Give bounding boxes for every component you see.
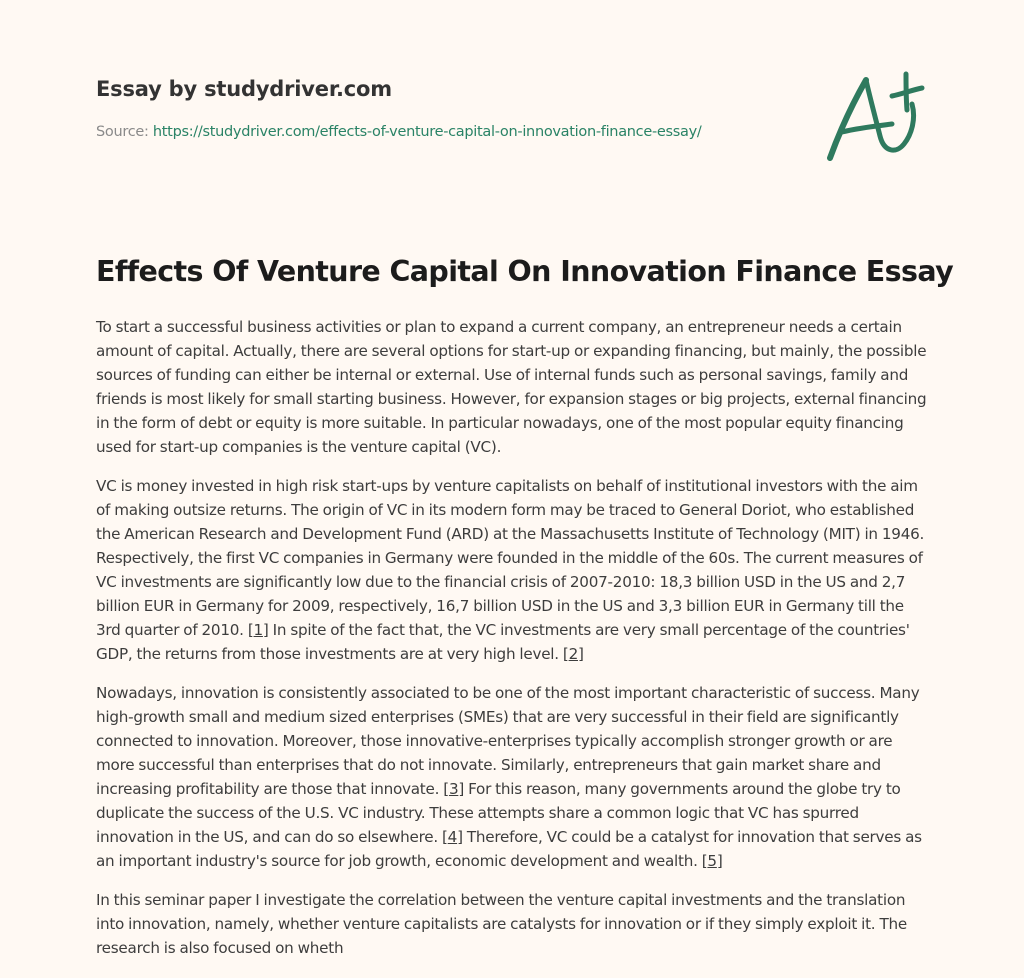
- essay-title: Effects Of Venture Capital On Innovation Finance Essay: [96, 255, 954, 288]
- paragraph-text: VC is money invested in high risk start-ups by venture capitalists on behalf of institutional investors with the aim of making outsize returns. The origin of VC in its modern form may be traced to General Doriot, who established the American Research and Development Fund (ARD) at the Massachusetts Institute of Technology (MIT) in 1946. Respectively, the first VC companies in Germany were founded in the middle of the 60s. The current measures of VC investments are significantly low due to the financial crisis of 2007-2010: 18,3 billion USD in the US and 2,7 billion EUR in Germany for 2009, respectively, 16,7 billion USD in the US and 3,3 billion EUR in Germany till the 3rd quarter of 2010. [: [96, 477, 925, 639]
- citation-link-4[interactable]: 4: [447, 828, 458, 846]
- paragraph-text: To start a successful business activities or plan to expand a current company, an entrepreneur needs a certain amount of capital. Actually, there are several options for start-up or expanding financing, but mainly, the possible sources of funding can either be internal or external. Use of internal funds such as personal savings, family and friends is most likely for small starting business. However, for expansion stages or big projects, external financing in the form of debt or equity is more suitable. In particular nowadays, one of the most popular equity financing used for start-up companies is the venture capital (VC).: [96, 318, 927, 456]
- a-plus-grade-icon: [820, 68, 932, 168]
- paragraph-text: Nowadays, innovation is consistently associated to be one of the most important characteristic of success. Many high-growth small and medium sized enterprises (SMEs) that are very successful in their field are significantly connected to innovation. Moreover, those innovative-enterprises typically accomplish stronger growth or are more successful than enterprises that do not innovate. Similarly, entrepreneurs that gain market share and increasing profitability are those that innovate. [: [96, 684, 920, 798]
- essay-paragraph: [96, 315, 932, 459]
- page-header: [96, 0, 936, 200]
- citation-link-1[interactable]: 1: [253, 621, 263, 639]
- source-line: [96, 124, 701, 140]
- paragraph-text: ]: [716, 852, 723, 870]
- source-label: Source:: [96, 124, 153, 140]
- essay-paragraph: [96, 681, 932, 873]
- essay-paragraph: [96, 888, 932, 960]
- paragraph-text: ] Therefore, VC could be a catalyst for innovation that serves as an important industry's source for job growth, economic development and wealth. [: [96, 828, 922, 870]
- citation-link-3[interactable]: 3: [448, 780, 459, 798]
- paragraph-text: ] For this reason, many governments around the globe try to duplicate the success of the U.S. VC industry. These attempts share a common logic that VC has spurred innovation in the US, and can do so elsewhere. [: [96, 780, 901, 846]
- citation-link-5[interactable]: 5: [707, 852, 717, 870]
- site-title: Essay by studydriver.com: [96, 77, 392, 101]
- essay-body: [96, 315, 932, 975]
- source-link[interactable]: https://studydriver.com/effects-of-venture-capital-on-innovation-finance-essay/: [152, 124, 702, 140]
- essay-paragraph: [96, 474, 932, 666]
- paragraph-text: ]: [578, 645, 584, 663]
- paragraph-text: ] In spite of the fact that, the VC investments are very small percentage of the countries' GDP, the returns from those investments are at very high level. [: [96, 621, 910, 663]
- paragraph-text: In this seminar paper I investigate the correlation between the venture capital investments and the translation into innovation, namely, whether venture capitalists are catalysts for innovation or if they simply exploit it. The research is also focused on wheth: [96, 891, 907, 957]
- citation-link-2[interactable]: 2: [568, 645, 579, 663]
